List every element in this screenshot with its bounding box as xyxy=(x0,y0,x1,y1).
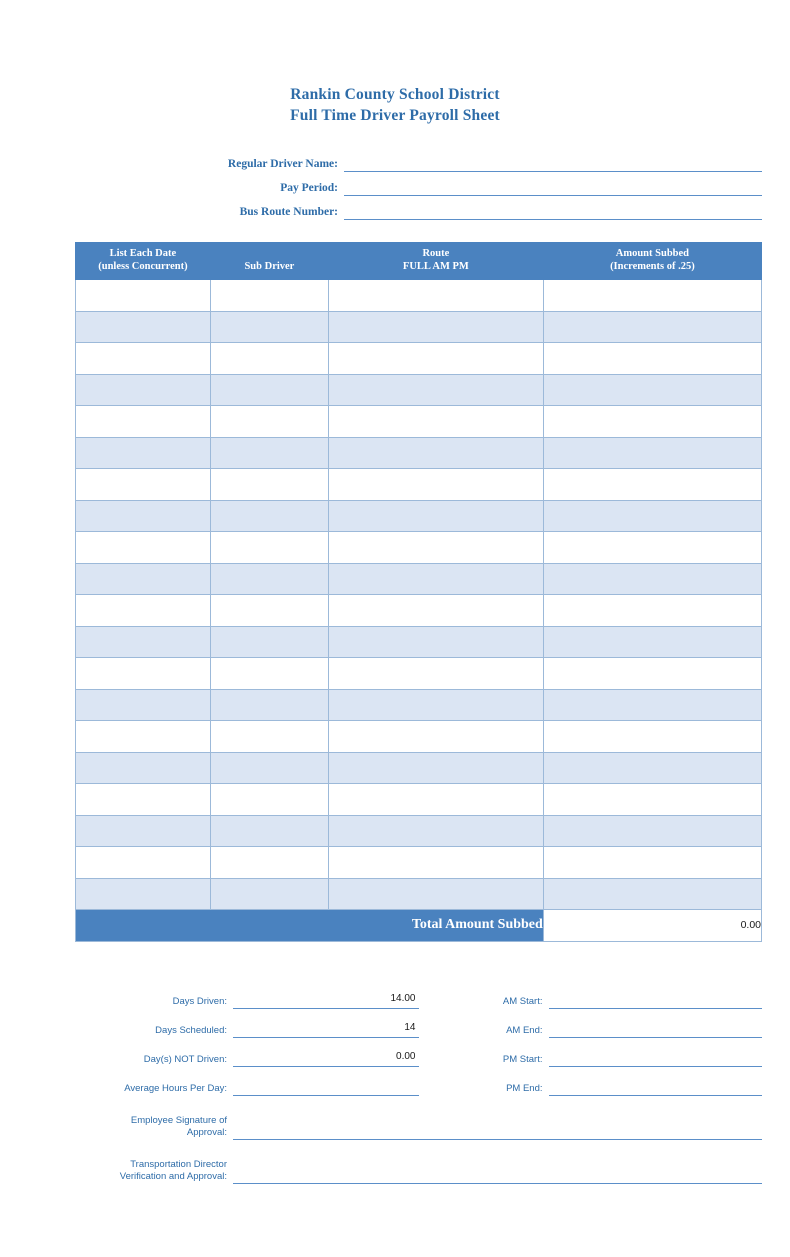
field-row-driver-name xyxy=(75,148,762,172)
table-cell[interactable] xyxy=(543,280,761,312)
am-start-label: AM Start: xyxy=(502,995,543,1007)
table-cell[interactable] xyxy=(328,532,543,564)
table-cell[interactable] xyxy=(328,343,543,375)
table-cell[interactable] xyxy=(210,406,328,438)
table-cell[interactable] xyxy=(328,595,543,627)
column-header-route-line1: Route xyxy=(422,248,450,259)
table-cell[interactable] xyxy=(328,437,543,469)
column-header-sub-driver-line1 xyxy=(213,248,326,261)
pm-end-value[interactable] xyxy=(549,1080,763,1096)
days-scheduled-label: Days Scheduled: xyxy=(155,1024,227,1036)
header-fields xyxy=(0,148,790,220)
table-cell[interactable] xyxy=(543,500,761,532)
table-cell[interactable] xyxy=(210,878,328,910)
column-header-date-line2: (unless Concurrent) xyxy=(98,260,188,272)
table-cell[interactable] xyxy=(543,752,761,784)
table-cell[interactable] xyxy=(210,343,328,375)
table-cell[interactable] xyxy=(328,563,543,595)
footer-row-days-not-driven xyxy=(75,1038,419,1067)
table-cell[interactable] xyxy=(210,311,328,343)
table-row xyxy=(76,500,762,532)
bus-route-input[interactable] xyxy=(344,202,762,220)
days-scheduled-value[interactable]: 14 xyxy=(233,1022,419,1038)
days-driven-label: Days Driven: xyxy=(172,995,227,1007)
footer-summary xyxy=(0,980,790,1096)
footer-row-pm-start xyxy=(457,1038,763,1067)
pay-period-label: Pay Period: xyxy=(280,182,338,194)
table-row xyxy=(76,721,762,753)
table-row xyxy=(76,280,762,312)
table-cell[interactable] xyxy=(328,752,543,784)
days-not-driven-value[interactable]: 0.00 xyxy=(233,1051,419,1067)
table-cell[interactable] xyxy=(328,374,543,406)
table-row xyxy=(76,532,762,564)
table-cell[interactable] xyxy=(210,626,328,658)
table-cell[interactable] xyxy=(76,469,211,501)
footer-row-average-hours xyxy=(75,1067,419,1096)
table-header-row xyxy=(76,243,762,280)
employee-signature-label-line2: Approval: xyxy=(186,1126,227,1138)
table-cell[interactable] xyxy=(210,689,328,721)
pm-start-label: PM Start: xyxy=(502,1053,543,1065)
table-cell[interactable] xyxy=(543,815,761,847)
table-cell[interactable] xyxy=(76,532,211,564)
table-cell[interactable] xyxy=(76,847,211,879)
table-row xyxy=(76,847,762,879)
table-cell[interactable] xyxy=(543,847,761,879)
table-cell[interactable] xyxy=(328,784,543,816)
table-row xyxy=(76,626,762,658)
am-start-value[interactable] xyxy=(549,993,763,1009)
table-cell[interactable] xyxy=(543,878,761,910)
field-row-pay-period xyxy=(75,172,762,196)
footer-row-days-scheduled xyxy=(75,1009,419,1038)
table-cell[interactable] xyxy=(543,595,761,627)
table-row xyxy=(76,406,762,438)
table-cell[interactable] xyxy=(76,437,211,469)
total-value: 0.00 xyxy=(543,910,761,942)
footer-right-column xyxy=(419,980,763,1096)
document-title xyxy=(0,84,790,126)
table-cell[interactable] xyxy=(328,406,543,438)
table-cell[interactable] xyxy=(76,311,211,343)
director-signature-input[interactable] xyxy=(233,1167,762,1184)
table-cell[interactable] xyxy=(328,878,543,910)
table-cell[interactable] xyxy=(328,280,543,312)
table-cell[interactable] xyxy=(76,374,211,406)
column-header-sub-driver-line2: Sub Driver xyxy=(244,260,295,272)
table-cell[interactable] xyxy=(76,563,211,595)
table-cell[interactable] xyxy=(76,280,211,312)
table-cell[interactable] xyxy=(543,721,761,753)
entries-table xyxy=(75,242,762,942)
table-cell[interactable] xyxy=(328,815,543,847)
table-cell[interactable] xyxy=(328,469,543,501)
table-cell[interactable] xyxy=(76,689,211,721)
column-header-route xyxy=(328,243,543,280)
table-cell[interactable] xyxy=(76,406,211,438)
table-row xyxy=(76,374,762,406)
table-cell[interactable] xyxy=(210,532,328,564)
table-cell[interactable] xyxy=(543,563,761,595)
table-cell[interactable] xyxy=(210,469,328,501)
table-cell[interactable] xyxy=(210,815,328,847)
table-cell[interactable] xyxy=(76,784,211,816)
table-row xyxy=(76,658,762,690)
table-cell[interactable] xyxy=(76,343,211,375)
pm-start-value[interactable] xyxy=(549,1051,763,1067)
table-row xyxy=(76,689,762,721)
column-header-route-line2: FULL AM PM xyxy=(402,260,469,272)
table-row xyxy=(76,437,762,469)
pay-period-input[interactable] xyxy=(344,178,762,196)
average-hours-value[interactable] xyxy=(233,1080,419,1096)
table-row xyxy=(76,595,762,627)
director-signature-row xyxy=(0,1140,790,1184)
employee-signature-input[interactable] xyxy=(233,1123,762,1140)
table-cell[interactable] xyxy=(543,469,761,501)
total-label: Total Amount Subbed xyxy=(76,910,544,942)
table-cell[interactable] xyxy=(210,784,328,816)
am-end-label: AM End: xyxy=(506,1024,543,1036)
footer-row-am-end xyxy=(457,1009,763,1038)
total-row xyxy=(76,910,762,942)
table-cell[interactable] xyxy=(328,626,543,658)
table-cell[interactable] xyxy=(210,280,328,312)
table-row xyxy=(76,784,762,816)
column-header-date xyxy=(76,243,211,280)
director-signature-label xyxy=(75,1159,233,1184)
column-header-sub-driver xyxy=(210,243,328,280)
footer-left-column xyxy=(75,980,419,1096)
table-cell[interactable] xyxy=(328,658,543,690)
table-row xyxy=(76,469,762,501)
table-cell[interactable] xyxy=(543,784,761,816)
title-line-1: Rankin County School District xyxy=(290,86,500,103)
table-cell[interactable] xyxy=(543,406,761,438)
table-cell[interactable] xyxy=(328,847,543,879)
payroll-sheet-page xyxy=(0,84,790,1257)
table-row xyxy=(76,311,762,343)
pm-end-label: PM End: xyxy=(506,1082,543,1094)
table-cell[interactable] xyxy=(543,343,761,375)
days-not-driven-label: Day(s) NOT Driven: xyxy=(143,1053,227,1065)
table-body xyxy=(76,280,762,910)
table-cell[interactable] xyxy=(210,500,328,532)
employee-signature-label-line1: Employee Signature of xyxy=(130,1114,227,1126)
footer-row-pm-end xyxy=(457,1067,763,1096)
title-line-2: Full Time Driver Payroll Sheet xyxy=(290,107,500,124)
table-row xyxy=(76,815,762,847)
table-cell[interactable] xyxy=(76,595,211,627)
table-cell[interactable] xyxy=(76,500,211,532)
column-header-amount-line1: Amount Subbed xyxy=(615,248,690,259)
table-cell[interactable] xyxy=(328,311,543,343)
table-row xyxy=(76,343,762,375)
table-cell[interactable] xyxy=(543,374,761,406)
table-cell[interactable] xyxy=(76,721,211,753)
entries-table-wrapper xyxy=(0,242,790,942)
table-cell[interactable] xyxy=(543,658,761,690)
table-cell[interactable] xyxy=(543,689,761,721)
table-cell[interactable] xyxy=(328,689,543,721)
table-cell[interactable] xyxy=(210,752,328,784)
table-cell[interactable] xyxy=(76,626,211,658)
table-cell[interactable] xyxy=(210,721,328,753)
employee-signature-label xyxy=(75,1115,233,1140)
table-cell[interactable] xyxy=(76,752,211,784)
column-header-amount-subbed xyxy=(543,243,761,280)
table-cell[interactable] xyxy=(210,374,328,406)
bus-route-label: Bus Route Number: xyxy=(239,206,338,218)
employee-signature-row xyxy=(0,1096,790,1140)
table-cell[interactable] xyxy=(210,658,328,690)
table-cell[interactable] xyxy=(543,311,761,343)
field-row-bus-route xyxy=(75,196,762,220)
table-cell[interactable] xyxy=(210,563,328,595)
column-header-date-line1: List Each Date xyxy=(109,248,177,259)
director-signature-label-line2: Verification and Approval: xyxy=(119,1170,227,1182)
column-header-amount-line2: (Increments of .25) xyxy=(610,260,695,272)
table-cell[interactable] xyxy=(328,721,543,753)
driver-name-label: Regular Driver Name: xyxy=(227,158,338,170)
table-cell[interactable] xyxy=(76,658,211,690)
table-cell[interactable] xyxy=(543,626,761,658)
table-row xyxy=(76,878,762,910)
driver-name-input[interactable] xyxy=(344,154,762,172)
footer-row-days-driven xyxy=(75,980,419,1009)
am-end-value[interactable] xyxy=(549,1022,763,1038)
table-cell[interactable] xyxy=(210,847,328,879)
table-row xyxy=(76,752,762,784)
table-cell[interactable] xyxy=(210,437,328,469)
table-cell[interactable] xyxy=(543,532,761,564)
table-cell[interactable] xyxy=(76,815,211,847)
footer-row-am-start xyxy=(457,980,763,1009)
table-cell[interactable] xyxy=(328,500,543,532)
table-cell[interactable] xyxy=(543,437,761,469)
average-hours-label: Average Hours Per Day: xyxy=(124,1082,227,1094)
table-row xyxy=(76,563,762,595)
days-driven-value[interactable]: 14.00 xyxy=(233,993,419,1009)
director-signature-label-line1: Transportation Director xyxy=(130,1158,227,1170)
table-cell[interactable] xyxy=(210,595,328,627)
table-cell[interactable] xyxy=(76,878,211,910)
